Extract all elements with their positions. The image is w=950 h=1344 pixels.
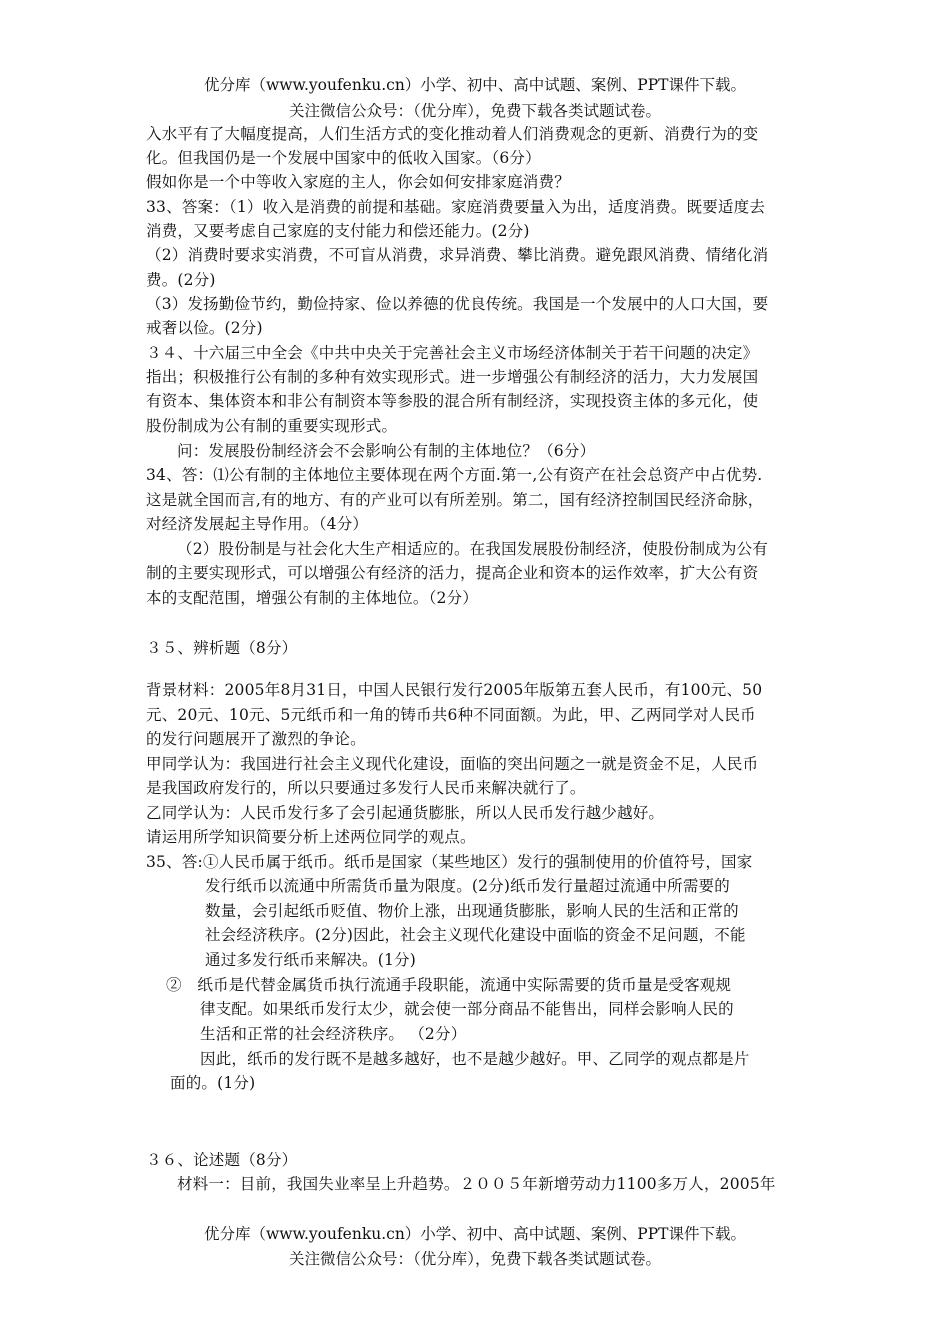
text-line: 本的支配范围，增强公有制的主体地位。（2分） <box>146 589 479 607</box>
text-line: 化。但我国仍是一个发展中国家中的低收入国家。（6分） <box>146 149 541 167</box>
page-header-line-2: 关注微信公众号：（优分库），免费下载各类试题试卷。 <box>288 102 661 120</box>
text-line: （2）消费时要求实消费，不可盲从消费，求异消费、攀比消费。避免跟风消费、情绪化消 <box>146 246 769 264</box>
text-line: （3）发扬勤俭节约，勤俭持家、俭以养德的优良传统。我国是一个发展中的人口大国，要 <box>146 295 769 313</box>
text-line: 生活和正常的社会经济秩序。 （2分） <box>200 1025 467 1043</box>
text-line: 戒奢以俭。(2分) <box>146 319 263 337</box>
text-line: 33、答案：（1）收入是消费的前提和基础。家庭消费要量入为出，适度消费。既要适度去 <box>146 198 766 216</box>
text-line: 通过多发行纸币来解决。(1分) <box>205 951 416 969</box>
text-line: 材料一：目前，我国失业率呈上升趋势。２００５年新增劳动力1100多万人，2005年 <box>177 1175 776 1193</box>
text-line: 入水平有了大幅度提高，人们生活方式的变化推动着人们消费观念的更新、消费行为的变 <box>146 125 759 143</box>
text-line: 甲同学认为：我国进行社会主义现代化建设，面临的突出问题之一就是资金不足，人民币 <box>146 755 759 773</box>
text-line: （2）股份制是与社会化大生产相适应的。在我国发展股份制经济，使股份制成为公有 <box>177 540 768 558</box>
text-line: 费。(2分) <box>146 271 216 289</box>
text-line: 社会经济秩序。(2分)因此，社会主义现代化建设中面临的资金不足问题，不能 <box>205 926 746 944</box>
text-line: 指出；积极推行公有制的多种有效实现形式。进一步增强公有制经济的活力，大力发展国 <box>146 368 759 386</box>
text-line: 34、答：⑴公有制的主体地位主要体现在两个方面.第一,公有资产在社会总资产中占优势. <box>146 466 763 484</box>
text-line: 假如你是一个中等收入家庭的主人，你会如何安排家庭消费？ <box>146 173 570 191</box>
text-line: 问：发展股份制经济会不会影响公有制的主体地位？（6分） <box>177 442 596 460</box>
text-line: 有资本、集体资本和非公有制资本等参股的混合所有制经济，实现投资主体的多元化，使 <box>146 392 759 410</box>
text-line: 元、20元、10元、5元纸币和一角的铸币共6种不同面额。为此，甲、乙两同学对人民币 <box>146 706 756 724</box>
text-line: 因此，纸币的发行既不是越多越好，也不是越少越好。甲、乙同学的观点都是片 <box>200 1050 750 1068</box>
text-line: 是我国政府发行的，所以只要通过多发行人民币来解决就行了。 <box>146 779 586 797</box>
text-line: 背景材料：2005年8月31日，中国人民银行发行2005年版第五套人民币，有100元、50 <box>146 681 763 699</box>
text-line: 消费，又要考虑自己家庭的支付能力和偿还能力。(2分) <box>146 222 530 240</box>
text-line: 请运用所学知识简要分析上述两位同学的观点。 <box>146 828 476 846</box>
text-line: 对经济发展起主导作用。（4分） <box>146 515 369 533</box>
text-line: 面的。(1分) <box>170 1074 256 1092</box>
text-line: ② 纸币是代替金属货币执行流通手段职能，流通中实际需要的货币量是受客观规 <box>166 976 732 994</box>
page-footer-line-2: 关注微信公众号：（优分库），免费下载各类试题试卷。 <box>288 1250 661 1268</box>
text-line: 的发行问题展开了激烈的争论。 <box>146 730 366 748</box>
question-heading-36: ３６、论述题（8分） <box>146 1151 298 1169</box>
text-line: 这是就全国而言,有的地方、有的产业可以有所差别。第二，国有经济控制国民经济命脉， <box>146 491 764 509</box>
text-line: 发行纸币以流通中所需货币量为限度。(2分)纸币发行量超过流通中所需要的 <box>205 877 730 895</box>
text-line: 股份制成为公有制的重要实现形式。 <box>146 417 398 435</box>
text-line: 数量，会引起纸币贬值、物价上涨，出现通货膨胀，影响人民的生活和正常的 <box>205 902 739 920</box>
page-header-line-1: 优分库（www.youfenku.cn）小学、初中、高中试题、案例、PPT课件下载。 <box>203 76 747 94</box>
text-line: 制的主要实现形式，可以增强公有经济的活力，提高企业和资本的运作效率，扩大公有资 <box>146 564 759 582</box>
question-heading-35: ３５、辨析题（8分） <box>146 639 298 657</box>
page-footer-line-1: 优分库（www.youfenku.cn）小学、初中、高中试题、案例、PPT课件下载。 <box>203 1225 747 1243</box>
text-line: 35、答:①人民币属于纸币。纸币是国家（某些地区）发行的强制使用的价值符号，国家 <box>146 853 753 871</box>
text-line: 律支配。如果纸币发行太少，就会使一部分商品不能售出，同样会影响人民的 <box>200 1000 734 1018</box>
text-line: ３４、十六届三中全会《中共中央关于完善社会主义市场经济体制关于若干问题的决定》 <box>146 344 759 362</box>
text-line: 乙同学认为：人民币发行多了会引起通货膨胀，所以人民币发行越少越好。 <box>146 804 665 822</box>
